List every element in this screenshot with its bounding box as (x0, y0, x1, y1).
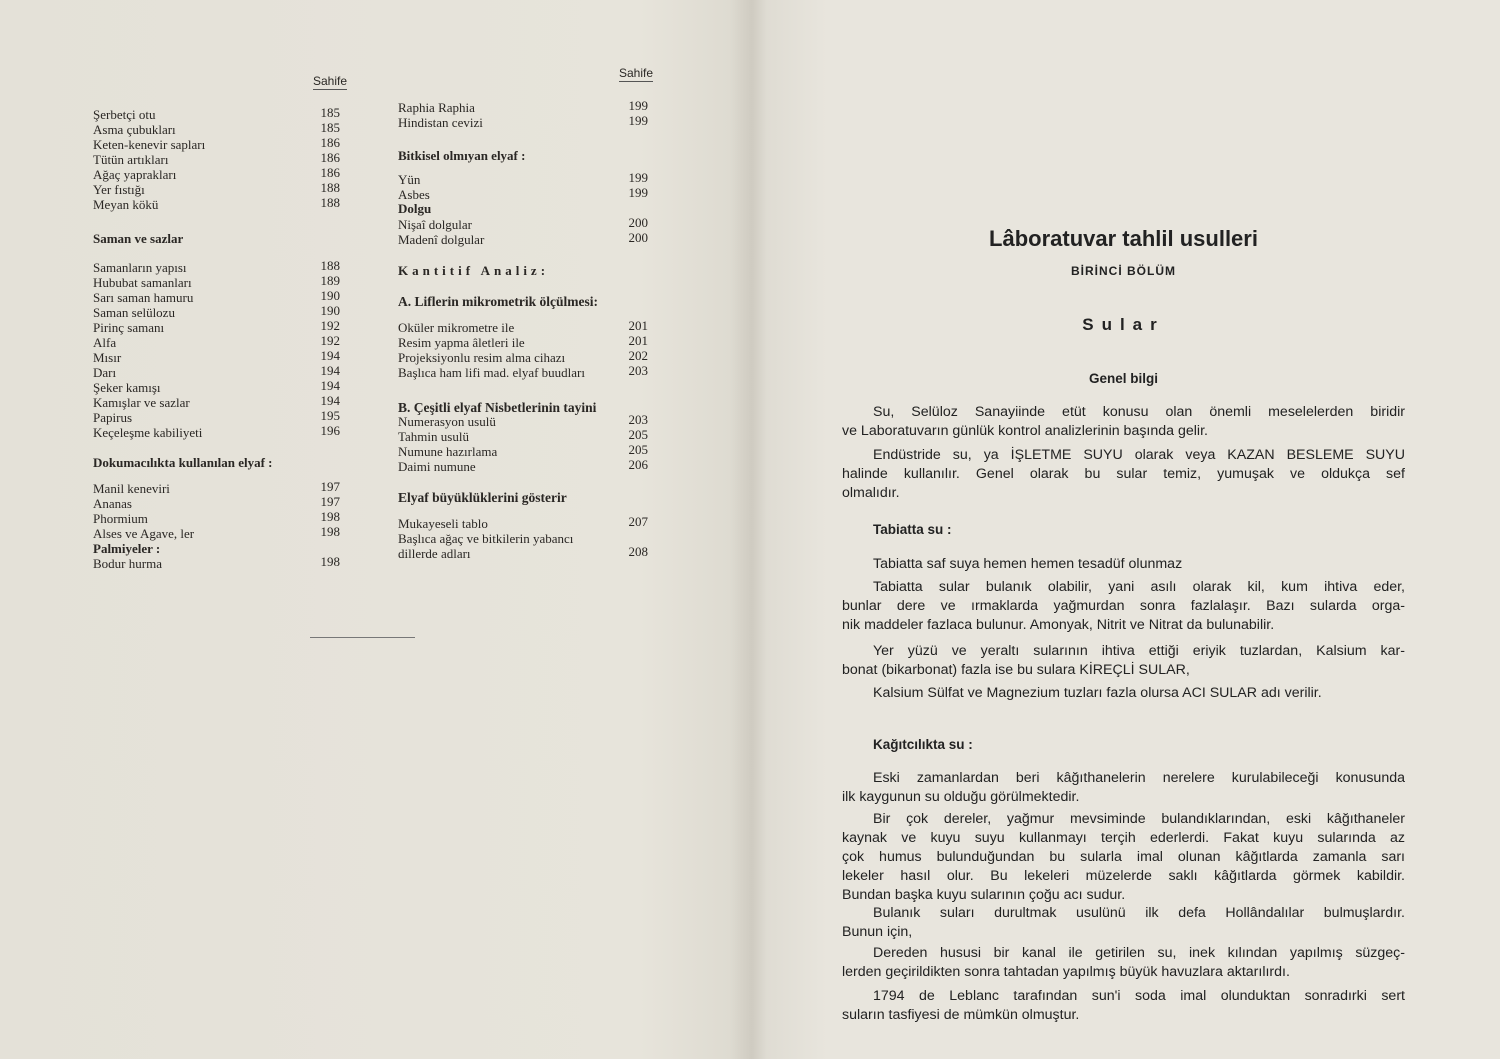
index-entry (93, 167, 340, 182)
index-entry (93, 425, 340, 440)
index-entry (93, 197, 340, 212)
subsection-title: Genel bilgi (1088, 371, 1158, 386)
entry-label: Samanların yapısı (93, 260, 187, 275)
index-heading: Saman ve sazlar (93, 231, 184, 246)
entry-page: 206 (628, 457, 648, 472)
paragraph-line: ilk kaygunun su olduğu görülmektedir. (842, 789, 1080, 805)
entry-label: Numune hazırlama (398, 444, 498, 459)
index-entry (93, 410, 340, 425)
index-entry (398, 217, 648, 232)
paragraph-line: olmalıdır. (842, 485, 900, 501)
entry-label: Kamışlar ve sazlar (93, 395, 190, 410)
entry-label: Nişaî dolgular (398, 217, 473, 232)
chapter-title: Lâboratuvar tahlil usulleri (989, 226, 1258, 251)
index-heading: Dolgu (398, 201, 432, 216)
paragraph (842, 555, 1405, 574)
entry-label: Ağaç yaprakları (93, 167, 177, 182)
entry-page: 198 (320, 509, 340, 524)
paragraph-line: Kalsium Sülfat ve Magnezium tuzları fazla olursa ACI SULAR adı verilir. (873, 685, 1322, 701)
entry-label: Oküler mikrometre ile (398, 320, 515, 335)
paragraph-line: Bundan başka kuyu sularının çoğu acı sudur. (842, 887, 1126, 903)
entry-page: 201 (628, 333, 648, 348)
page-header: Sahife (312, 74, 347, 88)
index-entry (93, 395, 340, 410)
section-title: Sular (1082, 315, 1165, 334)
index-entry (93, 365, 340, 380)
entry-page: 208 (628, 544, 648, 559)
index-entry (398, 115, 648, 130)
index-entry (93, 290, 340, 305)
paragraph-line: Bir çok dereler, yağmur mevsiminde bulandıklarından, eski kâğıthaneler (873, 811, 1405, 827)
paragraph-line: çok humus bulunduğundan bu sularla imal olunan kâğıtlarda zamanla sarı (842, 849, 1405, 865)
entry-page: 198 (320, 524, 340, 539)
index-entry (93, 182, 340, 197)
entry-label: Sarı saman hamuru (93, 290, 194, 305)
entry-label: Yün (398, 172, 421, 187)
paragraph-line: lerden geçirildikten sonra tahtadan yapılmış büyük havuzlara aktarılırdı. (842, 964, 1290, 980)
entry-label: Papirus (93, 410, 132, 425)
paragraph-line: Bulanık suları durultmak usulünü ilk defa Hollândalılar bulmuşlardır. (873, 905, 1405, 921)
paragraph-line: Bunun için, (842, 924, 913, 940)
entry-label: Hububat samanları (93, 275, 192, 290)
entry-label: Ananas (93, 496, 132, 511)
index-heading: B. Çeşitli elyaf Nisbetlerinin tayini (398, 400, 597, 415)
entry-page: 199 (628, 113, 648, 128)
paragraph-line: Eski zamanlardan beri kâğıthanelerin nerelere kurulabileceği konusunda (873, 770, 1405, 786)
paragraph (842, 403, 1405, 441)
entry-label: Hindistan cevizi (398, 115, 483, 130)
index-heading: Kantitif Analiz: (398, 263, 550, 278)
index-heading: Elyaf büyüklüklerini gösterir (398, 490, 567, 505)
index-entry (93, 260, 340, 275)
entry-page: 194 (320, 378, 340, 393)
index-heading: A. Liflerin mikrometrik ölçülmesi: (398, 294, 598, 309)
index-entry (93, 481, 340, 496)
index-entry (398, 100, 648, 115)
entry-label: Phormium (93, 511, 148, 526)
entry-page: 190 (320, 303, 340, 318)
entry-page: 200 (628, 215, 648, 230)
entry-label: Darı (93, 365, 117, 380)
paragraph (842, 810, 1405, 905)
entry-label: Tütün artıkları (93, 152, 169, 167)
index-entry (93, 305, 340, 320)
index-column-2 (398, 0, 653, 600)
paragraph-line: Endüstride su, ya İŞLETME SUYU olarak veya KAZAN BESLEME SUYU (873, 447, 1405, 463)
index-entry (93, 137, 340, 152)
entry-page: 188 (320, 195, 340, 210)
entry-page: 203 (628, 412, 648, 427)
entry-label: Mısır (93, 350, 122, 365)
entry-page: 188 (320, 180, 340, 195)
paragraph-line: Yer yüzü ve yeraltı sularının ihtiva ettiği eriyik tuzlardan, Kalsium kar- (873, 643, 1405, 659)
entry-page: 197 (320, 479, 340, 494)
paragraph (842, 904, 1405, 942)
entry-label: Şeker kamışı (93, 380, 161, 395)
paragraph-line: Su, Selüloz Sanayiinde etüt konusu olan önemli meselelerden biridir (873, 404, 1405, 420)
paragraph (842, 446, 1405, 503)
index-entry (398, 531, 648, 546)
entry-label: Alses ve Agave, ler (93, 526, 195, 541)
entry-page: 199 (628, 170, 648, 185)
entry-label: Asbes (398, 187, 430, 202)
index-heading: Dokumacılıkta kullanılan elyaf : (93, 455, 273, 470)
index-heading: Bitkisel olmıyan elyaf : (398, 148, 526, 163)
entry-page: 202 (628, 348, 648, 363)
paragraph-line: Tabiatta saf suya hemen hemen tesadüf olunmaz (873, 556, 1183, 572)
index-entry (93, 122, 340, 137)
paragraph (842, 987, 1405, 1025)
entry-page: 186 (320, 165, 340, 180)
page-header: Sahife (618, 66, 653, 80)
index-entry (398, 516, 648, 531)
paragraph (842, 684, 1405, 703)
index-entry (398, 365, 648, 380)
entry-page: 201 (628, 318, 648, 333)
index-entry (398, 335, 648, 350)
index-entry (398, 187, 648, 202)
paragraph (842, 944, 1405, 982)
entry-page: 199 (628, 185, 648, 200)
paragraph-line: kaynak ve kuyu suyu kullanmayı terçih ederlerdi. Fakat kuyu sularında az (842, 830, 1405, 846)
index-entry (398, 414, 648, 429)
entry-label: Asma çubukları (93, 122, 176, 137)
paragraph (842, 642, 1405, 680)
index-entry (398, 546, 648, 561)
paragraph-line: Dereden hususi bir kanal ile getirilen su, inek kılından yapılmış süzgeç- (873, 945, 1405, 961)
paragraph-line: ve Laboratuvarın günlük kontrol analizlerinin başında gelir. (842, 423, 1208, 439)
index-entry (93, 152, 340, 167)
index-entry (398, 232, 648, 247)
entry-page: 188 (320, 258, 340, 273)
entry-label: Alfa (93, 335, 117, 350)
entry-page: 192 (320, 318, 340, 333)
paragraph (842, 769, 1405, 807)
index-entry (398, 350, 648, 365)
index-entry (93, 335, 340, 350)
index-entry (93, 320, 340, 335)
index-entry (93, 107, 340, 122)
paragraph-line: nik maddeler fazlaca bulunur. Amonyak, Nitrit ve Nitrat da bulunabilir. (842, 617, 1275, 633)
index-entry (398, 320, 648, 335)
paragraph-line: 1794 de Leblanc tarafından sun'i soda imal olunduktan sonradırki sert (873, 988, 1405, 1004)
entry-label: Başlıca ağaç ve bitkilerin yabancı (398, 531, 574, 546)
entry-page: 186 (320, 150, 340, 165)
entry-label: Madenî dolgular (398, 232, 485, 247)
entry-page: 203 (628, 363, 648, 378)
entry-page: 189 (320, 273, 340, 288)
entry-label: Keçeleşme kabiliyeti (93, 425, 203, 440)
index-entry (398, 172, 648, 187)
entry-label: Palmiyeler : (93, 541, 161, 556)
subheading-tabiatta: Tabiatta su : (873, 522, 952, 537)
entry-page: 192 (320, 333, 340, 348)
entry-label: Daimi numune (398, 459, 476, 474)
entry-page: 199 (628, 98, 648, 113)
entry-label: Saman selülozu (93, 305, 175, 320)
index-column-1 (93, 0, 347, 640)
entry-page: 185 (320, 105, 340, 120)
entry-page: 205 (628, 442, 648, 457)
entry-label: Raphia Raphia (398, 100, 475, 115)
entry-page: 195 (320, 408, 340, 423)
index-entry (93, 526, 340, 541)
entry-label: dillerde adları (398, 546, 471, 561)
entry-page: 198 (320, 554, 340, 569)
index-entry (93, 350, 340, 365)
entry-page: 194 (320, 393, 340, 408)
entry-page: 196 (320, 423, 340, 438)
entry-page: 205 (628, 427, 648, 442)
entry-page: 194 (320, 348, 340, 363)
chapter-number: BİRİNCİ BÖLÜM (1071, 264, 1176, 278)
entry-page: 200 (628, 230, 648, 245)
index-entry (93, 275, 340, 290)
index-entry (93, 541, 340, 556)
entry-label: Şerbetçi otu (93, 107, 156, 122)
entry-label: Bodur hurma (93, 556, 162, 571)
index-entry (398, 444, 648, 459)
paragraph-line: lekeler hasıl olur. Bu lekeleri müzelerde saklı kâğıtlarda görmek kabildir. (842, 868, 1405, 884)
entry-page: 186 (320, 135, 340, 150)
entry-label: Meyan kökü (93, 197, 159, 212)
subheading-kagitcilikta: Kağıtcılıkta su : (873, 737, 973, 752)
divider (310, 637, 415, 638)
index-entry (93, 380, 340, 395)
entry-page: 190 (320, 288, 340, 303)
index-entry (93, 496, 340, 511)
paragraph (842, 578, 1405, 635)
entry-label: Numerasyon usulü (398, 414, 496, 429)
index-entry (398, 459, 648, 474)
paragraph-line: Tabiatta sular bulanık olabilir, yani asılı olarak kil, kum ihtiva eder, (873, 579, 1405, 595)
entry-page: 194 (320, 363, 340, 378)
entry-label: Mukayeseli tablo (398, 516, 488, 531)
index-entry (93, 511, 340, 526)
entry-page: 197 (320, 494, 340, 509)
entry-label: Yer fıstığı (93, 182, 145, 197)
entry-label: Pirinç samanı (93, 320, 165, 335)
paragraph-line: bunlar dere ve ırmaklarda yağmurdan sonra fazlalaşır. Bazı sularda orga- (842, 598, 1405, 614)
entry-label: Tahmin usulü (398, 429, 469, 444)
entry-label: Keten-kenevir sapları (93, 137, 206, 152)
entry-page: 207 (628, 514, 648, 529)
index-entry (93, 556, 340, 571)
paragraph-line: suların tasfiyesi de mümkün olmuştur. (842, 1007, 1080, 1023)
entry-label: Başlıca ham lifi mad. elyaf buudları (398, 365, 585, 380)
entry-label: Manil keneviri (93, 481, 170, 496)
paragraph-line: halinde kullanılır. Genel olarak bu sular temiz, yumuşak ve oldukça sef (842, 466, 1405, 482)
index-entry (398, 429, 648, 444)
entry-label: Projeksiyonlu resim alma cihazı (398, 350, 566, 365)
entry-page: 185 (320, 120, 340, 135)
paragraph-line: bonat (bikarbonat) fazla ise bu sulara KİREÇLİ SULAR, (842, 662, 1190, 678)
entry-label: Resim yapma âletleri ile (398, 335, 525, 350)
